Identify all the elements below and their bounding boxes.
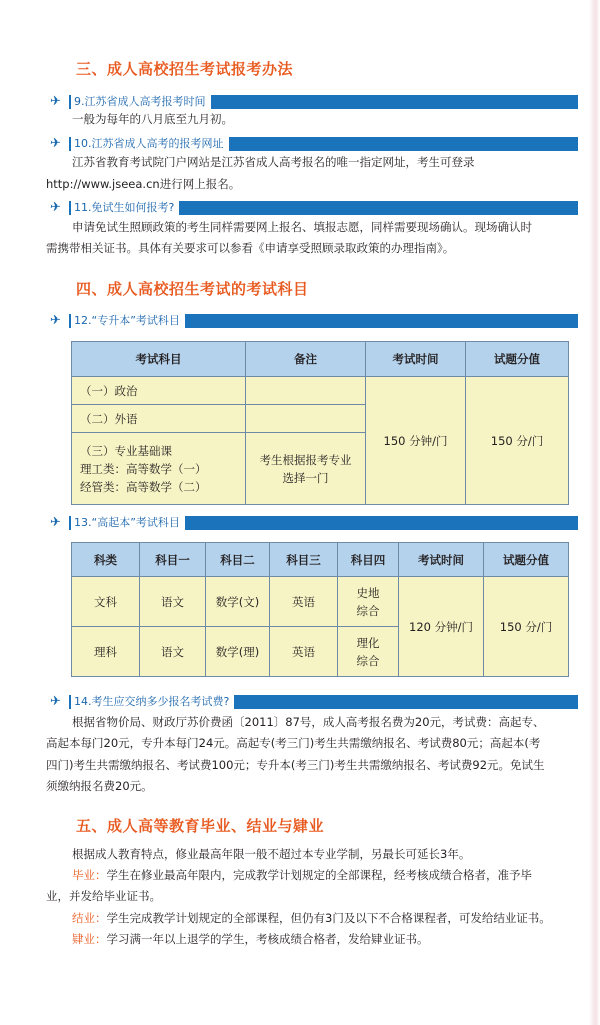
q12-header-score: 试题分值 [466, 342, 569, 377]
section3-title: 三、成人高校招生考试报考办法 [76, 60, 294, 78]
airplane-arrow-icon: ✈ [50, 313, 61, 328]
completion-term: 结业： [72, 911, 107, 925]
airplane-arrow-icon: ✈ [50, 200, 61, 215]
graduation-text: 学生在修业最高年限内，完成教学计划规定的全部课程，经考核成绩合格者，准予毕 [106, 868, 532, 882]
q14-text-line3: 四门)考生共需缴纳报名、考试费100元；专升本(考三门)考生共需缴纳报名、考试费92元。免试生 [46, 758, 545, 772]
q13-row-arts-category: 文科 [72, 577, 140, 627]
graduation-line2: 业，并发给毕业证书。 [46, 889, 161, 903]
q13-row-arts-s4 [338, 577, 399, 627]
graduation-term: 毕业： [72, 868, 107, 882]
q13-row-science-s2: 数学(理) [206, 627, 270, 677]
q12-time: 150 分钟/门 [366, 377, 466, 505]
q10-text-line1: 江苏省教育考试院门户网站是江苏省成人高考报名的唯一指定网址，考生可登录 [72, 155, 475, 169]
airplane-arrow-icon: ✈ [50, 136, 61, 151]
q12-label: 12.“专升本”考试科目 [71, 314, 185, 328]
q12-note-empty [246, 405, 366, 433]
q13-bar [50, 515, 578, 531]
section5-title: 五、成人高等教育毕业、结业与肄业 [76, 817, 325, 835]
q11-band [69, 201, 578, 215]
q12-band [69, 314, 578, 328]
q9-label: 9.江苏省成人高考报考时间 [71, 95, 211, 109]
q12-subject-language: （二）外语 [72, 405, 246, 433]
q14-text-line1: 根据省物价局、财政厅苏价费函〔2011〕87号，成人高考报名费为20元，考试费：高起专、 [72, 715, 545, 729]
q12-table [71, 341, 569, 505]
completion-text: 学生完成教学计划规定的全部课程，但仍有3门及以下不合格课程者，可发给结业证书。 [106, 911, 551, 925]
q12-header-subject: 考试科目 [72, 342, 246, 377]
q9-text: 一般为每年的八月底至九月初。 [72, 112, 233, 126]
q13-row-arts-s2: 数学(文) [206, 577, 270, 627]
q10-band [69, 137, 578, 151]
q13-header-s4: 科目四 [338, 543, 399, 577]
q12-note-line1: 考生根据报考专业 [259, 452, 352, 467]
q14-label: 14.考生应交纳多少报名考试费? [71, 695, 234, 709]
q13-row-science-s3: 英语 [270, 627, 338, 677]
q13-header-s1: 科目一 [140, 543, 206, 577]
q12-subject-politics: （一）政治 [72, 377, 246, 405]
q10-text-line2: http://www.jseea.cn进行网上报名。 [46, 177, 241, 191]
q11-text-line2: 需携带相关证书。具体有关要求可以参看《申请享受照顾录取政策的办理指南》。 [46, 241, 455, 255]
incomplete-term: 肄业： [72, 932, 107, 946]
q13-row-arts-s1: 语文 [140, 577, 206, 627]
q13-header-s2: 科目二 [206, 543, 270, 577]
q13-row-arts-s3: 英语 [270, 577, 338, 627]
q13-header-s3: 科目三 [270, 543, 338, 577]
q13-row-science-s4-line1: 理化 [356, 635, 380, 650]
q13-row-science-s1: 语文 [140, 627, 206, 677]
q13-label: 13.“高起本”考试科目 [71, 516, 185, 530]
q13-row-science-category: 理科 [72, 627, 140, 677]
q13-band [69, 516, 578, 530]
q14-bar [50, 694, 578, 710]
q12-subject-science: 理工类：高等数学（一） [80, 461, 207, 476]
section4-title: 四、成人高校招生考试的考试科目 [76, 280, 309, 298]
q9-bar [50, 94, 578, 110]
q13-header-category: 科类 [72, 543, 140, 577]
q10-label: 10.江苏省成人高考的报考网址 [71, 137, 229, 151]
incomplete-text: 学习满一年以上退学的学生，考核成绩合格者，发给肄业证书。 [106, 932, 429, 946]
page-edge-shadow [589, 0, 600, 1025]
q13-header-score: 试题分值 [484, 543, 569, 577]
q12-subject-basic-title: （三）专业基础课 [80, 443, 172, 458]
q13-header-time: 考试时间 [399, 543, 484, 577]
q12-note-line2: 选择一门 [282, 470, 329, 485]
q13-score: 150 分/门 [484, 577, 569, 677]
q12-subject-basic [72, 433, 246, 505]
q12-bar [50, 313, 578, 329]
q9-band [69, 95, 578, 109]
airplane-arrow-icon: ✈ [50, 94, 61, 109]
q12-note-empty [246, 377, 366, 405]
q12-note [246, 433, 366, 505]
incomplete-line [72, 930, 429, 949]
graduation-line1 [72, 866, 532, 885]
q12-score: 150 分/门 [466, 377, 569, 505]
q14-text-line2: 高起本每门20元，专升本每门24元。高起专(考三门)考生共需缴纳报名、考试费80元；高起本(考 [46, 736, 541, 750]
section5-intro: 根据成人教育特点，修业最高年限一般不超过本专业学制，另最长可延长3年。 [72, 847, 471, 861]
q12-subject-economics: 经管类：高等数学（二） [80, 479, 207, 494]
airplane-arrow-icon: ✈ [50, 694, 61, 709]
airplane-arrow-icon: ✈ [50, 515, 61, 530]
q13-row-science-s4 [338, 627, 399, 677]
q11-text-line1: 申请免试生照顾政策的考生同样需要网上报名、填报志愿，同样需要现场确认。现场确认时 [72, 220, 532, 234]
q12-header-note: 备注 [246, 342, 366, 377]
q10-bar [50, 136, 578, 152]
q13-row-arts-s4-line1: 史地 [356, 585, 380, 600]
q13-row-science-s4-line2: 综合 [356, 653, 380, 668]
q12-header-time: 考试时间 [366, 342, 466, 377]
q11-bar [50, 200, 578, 216]
q11-label: 11.免试生如何报考? [71, 201, 179, 215]
q14-text-line4: 须缴纳报名费20元。 [46, 779, 153, 793]
q13-row-arts-s4-line2: 综合 [356, 603, 380, 618]
q14-band [69, 695, 578, 709]
completion-line [72, 909, 551, 928]
q13-time: 120 分钟/门 [399, 577, 484, 677]
q13-table [71, 542, 569, 677]
